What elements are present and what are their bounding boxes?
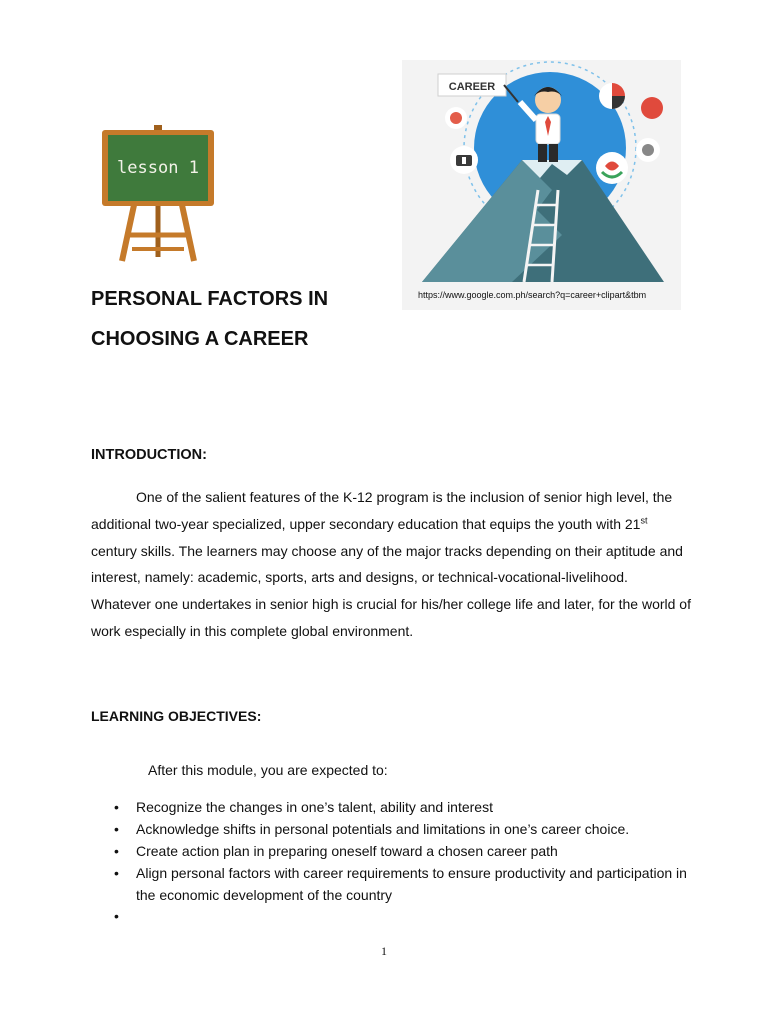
objective-text: Create action plan in preparing oneself toward a chosen career path bbox=[136, 843, 558, 859]
career-clipart-illustration bbox=[402, 60, 681, 310]
page-number: 1 bbox=[381, 944, 387, 958]
list-item bbox=[91, 797, 691, 819]
image-source-url: https://www.google.com.ph/search?q=career+clipart&tbm bbox=[418, 290, 647, 300]
lesson-title-line-2: CHOOSING A CAREER bbox=[91, 328, 309, 350]
list-item bbox=[91, 906, 691, 928]
list-item bbox=[91, 863, 691, 906]
bullet-icon: • bbox=[114, 821, 119, 837]
bullet-icon: • bbox=[114, 908, 119, 925]
lesson-chalkboard-illustration bbox=[92, 125, 224, 265]
lesson-title bbox=[91, 279, 391, 359]
bullet-icon: • bbox=[114, 843, 119, 859]
objectives-list bbox=[91, 797, 691, 928]
list-item bbox=[91, 841, 691, 863]
introduction-text-part-2: century skills. The learners may choose any of the major tracks depending on their aptitude and interest, namely: academic, sports, arts and designs, or technical-vocational-livelihood. Whatever one undertakes in senior high is crucial for his/her college life and later, for the world of work especially in this complete global environment. bbox=[91, 542, 691, 639]
bullet-icon: • bbox=[114, 865, 119, 881]
list-item bbox=[91, 819, 691, 841]
introduction-text-part-1: One of the salient features of the K-12 program is the inclusion of senior high level, the additional two-year specialized, upper secondary education that equips the youth with 21 bbox=[91, 489, 673, 532]
lesson-board-text: lesson 1 bbox=[117, 158, 199, 178]
introduction-heading: INTRODUCTION: bbox=[91, 447, 207, 463]
introduction-paragraph bbox=[91, 484, 691, 645]
lesson-title-line-1: PERSONAL FACTORS IN bbox=[91, 288, 329, 310]
objective-text: Acknowledge shifts in personal potentials and limitations in one’s career choice. bbox=[136, 821, 630, 837]
bullet-icon: • bbox=[114, 799, 119, 815]
objective-text: Recognize the changes in one’s talent, ability and interest bbox=[136, 799, 493, 815]
learning-objectives-heading: LEARNING OBJECTIVES: bbox=[91, 708, 262, 724]
objectives-lead-in: After this module, you are expected to: bbox=[148, 762, 388, 778]
career-sign-text: CAREER bbox=[448, 81, 496, 93]
ordinal-superscript: st bbox=[640, 515, 648, 526]
objective-text: Align personal factors with career requirements to ensure productivity and participation in the economic development of the country bbox=[136, 865, 687, 903]
